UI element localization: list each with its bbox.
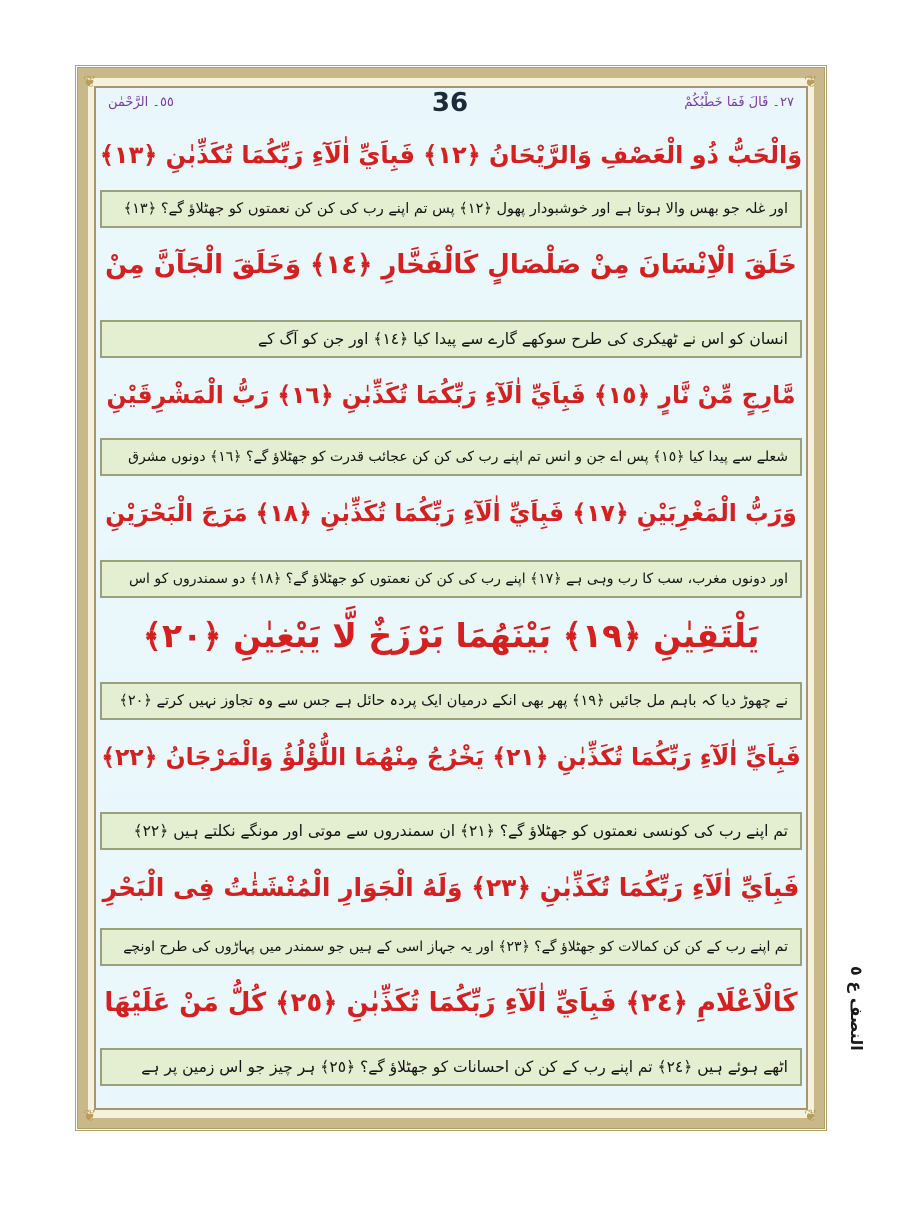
hizb-marker: النصف ع ٥ <box>847 965 866 1051</box>
urdu-translation-line: اور دونوں مغرب، سب کا رب وہی ہے ﴿١٧﴾ اپنے رب کی کن کن نعمتوں کو جھٹلاؤ گے؟ ﴿١٨﴾ دو سمندروں کو اس <box>100 560 802 598</box>
urdu-translation-line: شعلے سے پیدا کیا ﴿١٥﴾ پس اے جن و انس تم اپنے رب کی کن کن عجائب قدرت کو جھٹلاؤ گے؟ ﴿١٦﴾ دونوں مشرق <box>100 438 802 476</box>
corner-ornament-top-left: ❦ <box>83 72 97 91</box>
corner-ornament-bottom-right: ❦ <box>804 1106 818 1125</box>
urdu-translation-line: اور غلہ جو بھس والا ہوتا ہے اور خوشبودار پھول ﴿١٢﴾ پس تم اپنے رب کی کن کن نعمتوں کو جھٹلاؤ گے؟ ﴿١٣﴾ <box>100 190 802 228</box>
arabic-line: وَرَبُّ الْمَغْرِبَيْنِ ﴿١٧﴾ فَبِاَيِّ اٰلَآءِ رَبِّكُمَا تُكَذِّبٰنِ ﴿١٨﴾ مَرَجَ الْبَحْرَيْنِ <box>100 478 802 548</box>
urdu-translation-line: اٹھے ہوئے ہیں ﴿٢٤﴾ تم اپنے رب کے کن کن احسانات کو جھٹلاؤ گے؟ ﴿٢٥﴾ ہر چیز جو اس زمین پر ہے <box>100 1048 802 1086</box>
page-number: 36 <box>431 88 469 118</box>
arabic-line: فَبِاَيِّ اٰلَآءِ رَبِّكُمَا تُكَذِّبٰنِ ﴿٢١﴾ يَخْرُجُ مِنْهُمَا اللُّؤْلُؤُ وَالْمَرْجَانُ ﴿٢٢﴾ <box>100 722 802 792</box>
surah-title: ٥٥۔ الرَّحْمٰن <box>108 94 174 110</box>
arabic-line: مَّارِجٍ مِّنْ نَّارٍ ﴿١٥﴾ فَبِاَيِّ اٰلَآءِ رَبِّكُمَا تُكَذِّبٰنِ ﴿١٦﴾ رَبُّ الْمَشْرِقَيْنِ <box>100 360 802 430</box>
arabic-line: وَالْحَبُّ ذُو الْعَصْفِ وَالرَّيْحَانُ ﴿١٢﴾ فَبِاَيِّ اٰلَآءِ رَبِّكُمَا تُكَذِّبٰنِ ﴿١٣﴾ <box>100 120 802 190</box>
corner-ornament-bottom-left: ❦ <box>83 1106 97 1125</box>
arabic-line: كَالْاَعْلَامِ ﴿٢٤﴾ فَبِاَيِّ اٰلَآءِ رَبِّكُمَا تُكَذِّبٰنِ ﴿٢٥﴾ كُلُّ مَنْ عَلَيْهَا <box>100 968 802 1038</box>
urdu-translation-line: انسان کو اس نے ٹھیکری کی طرح سوکھے گارے سے پیدا کیا ﴿١٤﴾ اور جن کو آگ کے <box>100 320 802 358</box>
arabic-line: يَلْتَقِيٰنِ ﴿١٩﴾ بَيْنَهُمَا بَرْزَخٌ لَّا يَبْغِيٰنِ ﴿٢٠﴾ <box>100 600 802 670</box>
urdu-translation-line: نے چھوڑ دیا کہ باہم مل جائیں ﴿١٩﴾ پھر بھی انکے درمیان ایک پردہ حائل ہے جس سے وہ تجاوز نہیں کرتے ﴿٢٠﴾ <box>100 682 802 720</box>
corner-ornament-top-right: ❦ <box>804 72 818 91</box>
arabic-line: خَلَقَ الْاِنْسَانَ مِنْ صَلْصَالٍ كَالْفَخَّارِ ﴿١٤﴾ وَخَلَقَ الْجَآنَّ مِنْ <box>100 230 802 300</box>
juz-title: ٢٧۔ قَالَ فَمَا خَطْبُكُمْ <box>684 94 794 110</box>
urdu-translation-line: تم اپنے رب کی کونسی نعمتوں کو جھٹلاؤ گے؟ ﴿٢١﴾ ان سمندروں سے موتی اور مونگے نکلتے ہیں ﴿٢٢﴾ <box>100 812 802 850</box>
arabic-line: فَبِاَيِّ اٰلَآءِ رَبِّكُمَا تُكَذِّبٰنِ ﴿٢٣﴾ وَلَهُ الْجَوَارِ الْمُنْشَئٰتُ فِى الْبَحْرِ <box>100 852 802 922</box>
urdu-translation-line: تم اپنے رب کے کن کن کمالات کو جھٹلاؤ گے؟ ﴿٢٣﴾ اور یہ جہاز اسی کے ہیں جو سمندر میں پہاڑوں کی طرح اونچے <box>100 928 802 966</box>
